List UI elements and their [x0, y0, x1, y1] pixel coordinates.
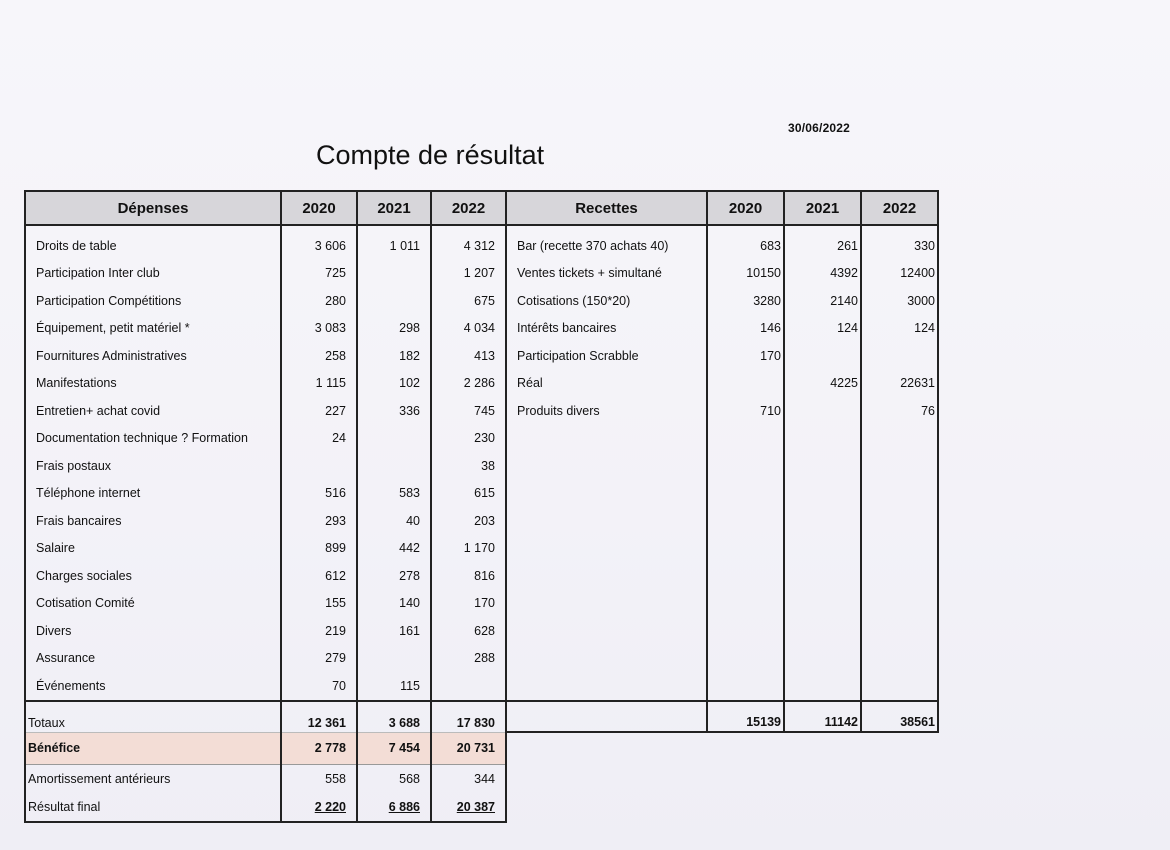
revenue-label: Produits divers [506, 397, 707, 425]
revenue-2021: 124 [784, 315, 861, 343]
expenses-header-label: Dépenses [25, 191, 281, 225]
revenue-label: Bar (recette 370 achats 40) [506, 225, 707, 260]
expense-label: Divers [25, 617, 281, 645]
amortization-2022: 344 [431, 764, 506, 793]
expense-2022: 38 [431, 452, 506, 480]
revenue-empty-cell [861, 672, 938, 701]
revenue-empty-cell [861, 507, 938, 535]
revenue-empty-cell [707, 480, 784, 508]
expense-2020 [281, 452, 357, 480]
revenue-empty-cell [506, 645, 707, 673]
expense-row [25, 342, 506, 370]
revenue-empty-row [506, 480, 938, 508]
revenue-label: Intérêts bancaires [506, 315, 707, 343]
expense-2020: 227 [281, 397, 357, 425]
revenue-2022: 22631 [861, 370, 938, 398]
expense-2022 [431, 672, 506, 701]
revenue-2020: 683 [707, 225, 784, 260]
revenue-empty-cell [861, 535, 938, 563]
expense-row [25, 287, 506, 315]
benefit-row [25, 732, 506, 764]
final-label: Résultat final [25, 793, 281, 822]
expense-2020: 3 606 [281, 225, 357, 260]
revenue-2020: 170 [707, 342, 784, 370]
benefit-2022: 20 731 [431, 732, 506, 764]
revenue-empty-cell [784, 645, 861, 673]
expense-2020: 280 [281, 287, 357, 315]
revenue-2021 [784, 397, 861, 425]
revenue-2022: 330 [861, 225, 938, 260]
expense-2020: 279 [281, 645, 357, 673]
revenue-2020: 710 [707, 397, 784, 425]
expense-2020: 70 [281, 672, 357, 701]
revenue-empty-cell [707, 507, 784, 535]
expense-label: Documentation technique ? Formation [25, 425, 281, 453]
totals-label: Totaux [25, 701, 281, 733]
expense-2020: 219 [281, 617, 357, 645]
revenue-empty-cell [506, 535, 707, 563]
revenue-empty-cell [506, 507, 707, 535]
expense-row [25, 260, 506, 288]
revenue-empty-cell [707, 672, 784, 701]
expense-2022: 4 034 [431, 315, 506, 343]
expense-2021: 583 [357, 480, 431, 508]
expense-label: Assurance [25, 645, 281, 673]
expense-2022: 413 [431, 342, 506, 370]
expense-2021 [357, 287, 431, 315]
expense-2022: 628 [431, 617, 506, 645]
expense-2020: 293 [281, 507, 357, 535]
expenses-header-row [25, 191, 506, 225]
expenses-totals-row [25, 701, 506, 733]
expense-label: Événements [25, 672, 281, 701]
expense-2022: 203 [431, 507, 506, 535]
amortization-row [25, 764, 506, 793]
expense-2020: 155 [281, 590, 357, 618]
expense-2021 [357, 645, 431, 673]
revenue-empty-cell [707, 590, 784, 618]
expense-2022: 615 [431, 480, 506, 508]
revenue-empty-cell [784, 425, 861, 453]
benefit-label: Bénéfice [25, 732, 281, 764]
page-title: Compte de résultat [316, 140, 545, 170]
expense-2021 [357, 425, 431, 453]
expense-2021: 115 [357, 672, 431, 701]
final-2020: 2 220 [314, 799, 346, 814]
expense-label: Entretien+ achat covid [25, 397, 281, 425]
revenue-row [506, 260, 938, 288]
revenues-table [505, 190, 939, 733]
revenue-empty-row [506, 535, 938, 563]
revenue-label: Cotisations (150*20) [506, 287, 707, 315]
revenue-empty-cell [707, 452, 784, 480]
expense-2022: 1 170 [431, 535, 506, 563]
expense-2020: 899 [281, 535, 357, 563]
revenue-empty-cell [861, 617, 938, 645]
revenues-header-row [506, 191, 938, 225]
expense-2022: 288 [431, 645, 506, 673]
revenue-empty-cell [784, 590, 861, 618]
expense-2020: 258 [281, 342, 357, 370]
expense-2022: 4 312 [431, 225, 506, 260]
revenue-row [506, 370, 938, 398]
revenue-2020 [707, 370, 784, 398]
expense-label: Frais postaux [25, 452, 281, 480]
expense-2020: 24 [281, 425, 357, 453]
expense-row [25, 370, 506, 398]
expenses-table [24, 190, 507, 823]
revenues-totals-blank [506, 701, 707, 732]
revenue-empty-row [506, 452, 938, 480]
revenue-2021: 261 [784, 225, 861, 260]
revenue-empty-cell [707, 425, 784, 453]
amortization-2020: 558 [281, 764, 357, 793]
revenue-empty-row [506, 507, 938, 535]
expense-2022: 816 [431, 562, 506, 590]
expense-2020: 3 083 [281, 315, 357, 343]
revenue-empty-cell [707, 617, 784, 645]
expense-2021: 102 [357, 370, 431, 398]
revenue-empty-row [506, 617, 938, 645]
expense-row [25, 590, 506, 618]
totals-2020: 12 361 [281, 701, 357, 733]
revenue-empty-row [506, 562, 938, 590]
revenue-empty-cell [784, 452, 861, 480]
expense-row [25, 617, 506, 645]
expense-2022: 230 [431, 425, 506, 453]
expense-label: Participation Compétitions [25, 287, 281, 315]
expense-2022: 2 286 [431, 370, 506, 398]
revenue-empty-cell [506, 617, 707, 645]
revenue-2022: 12400 [861, 260, 938, 288]
expense-row [25, 672, 506, 701]
revenue-empty-cell [506, 452, 707, 480]
benefit-2021: 7 454 [357, 732, 431, 764]
revenue-2020: 3280 [707, 287, 784, 315]
final-2022: 20 387 [456, 799, 495, 814]
expense-label: Équipement, petit matériel * [25, 315, 281, 343]
rev-totals-2022: 38561 [861, 701, 938, 732]
revenue-empty-cell [707, 535, 784, 563]
revenue-empty-cell [784, 562, 861, 590]
revenue-label: Réal [506, 370, 707, 398]
revenue-empty-cell [506, 480, 707, 508]
expense-row [25, 452, 506, 480]
expense-2021: 161 [357, 617, 431, 645]
expense-label: Droits de table [25, 225, 281, 260]
expense-2022: 675 [431, 287, 506, 315]
expense-row [25, 397, 506, 425]
report-date: 30/06/2022 [788, 121, 851, 135]
expense-row [25, 507, 506, 535]
revenue-empty-row [506, 672, 938, 701]
final-2021-cell [357, 793, 431, 822]
final-result-row [25, 793, 506, 822]
revenue-2020: 146 [707, 315, 784, 343]
revenue-empty-cell [506, 425, 707, 453]
revenue-empty-cell [861, 562, 938, 590]
expense-label: Charges sociales [25, 562, 281, 590]
expense-row [25, 562, 506, 590]
revenue-row [506, 397, 938, 425]
final-2020-cell [281, 793, 357, 822]
revenue-empty-cell [784, 480, 861, 508]
revenue-empty-cell [861, 590, 938, 618]
totals-2021: 3 688 [357, 701, 431, 733]
revenue-2021: 2140 [784, 287, 861, 315]
revenue-row [506, 342, 938, 370]
totals-2022: 17 830 [431, 701, 506, 733]
revenue-empty-cell [506, 672, 707, 701]
expense-2021: 298 [357, 315, 431, 343]
expenses-header-2022: 2022 [431, 191, 506, 225]
revenue-empty-row [506, 425, 938, 453]
expense-row [25, 315, 506, 343]
revenue-empty-cell [707, 562, 784, 590]
expenses-header-2020: 2020 [281, 191, 357, 225]
revenue-empty-cell [784, 507, 861, 535]
revenue-empty-cell [506, 590, 707, 618]
revenues-header-2020: 2020 [707, 191, 784, 225]
expense-2021 [357, 260, 431, 288]
revenue-empty-cell [861, 425, 938, 453]
expense-2021 [357, 452, 431, 480]
revenues-header-2022: 2022 [861, 191, 938, 225]
revenue-2022 [861, 342, 938, 370]
expense-row [25, 225, 506, 260]
revenue-empty-row [506, 645, 938, 673]
expense-2022: 745 [431, 397, 506, 425]
revenue-empty-cell [861, 452, 938, 480]
expense-label: Salaire [25, 535, 281, 563]
expense-2022: 170 [431, 590, 506, 618]
expense-label: Frais bancaires [25, 507, 281, 535]
revenue-empty-cell [861, 480, 938, 508]
expense-label: Participation Inter club [25, 260, 281, 288]
revenue-empty-cell [861, 645, 938, 673]
revenue-empty-cell [784, 535, 861, 563]
expense-2022: 1 207 [431, 260, 506, 288]
revenue-empty-cell [506, 562, 707, 590]
expense-row [25, 535, 506, 563]
revenue-2022: 124 [861, 315, 938, 343]
revenue-2020: 10150 [707, 260, 784, 288]
revenue-row [506, 225, 938, 260]
final-2021: 6 886 [388, 799, 420, 814]
revenue-2022: 3000 [861, 287, 938, 315]
rev-totals-2020: 15139 [707, 701, 784, 732]
expense-row [25, 425, 506, 453]
benefit-2020: 2 778 [281, 732, 357, 764]
revenue-empty-row [506, 590, 938, 618]
expense-2020: 516 [281, 480, 357, 508]
revenue-empty-cell [784, 617, 861, 645]
final-2022-cell [431, 793, 506, 822]
expense-2021: 336 [357, 397, 431, 425]
revenue-empty-cell [707, 645, 784, 673]
revenue-label: Ventes tickets + simultané [506, 260, 707, 288]
expense-label: Cotisation Comité [25, 590, 281, 618]
expense-2021: 140 [357, 590, 431, 618]
expense-2021: 182 [357, 342, 431, 370]
revenue-2021: 4225 [784, 370, 861, 398]
revenues-totals-row [506, 701, 938, 732]
expense-2020: 612 [281, 562, 357, 590]
expense-row [25, 645, 506, 673]
revenue-2021 [784, 342, 861, 370]
revenue-row [506, 287, 938, 315]
expense-row [25, 480, 506, 508]
revenue-empty-cell [784, 672, 861, 701]
revenue-2021: 4392 [784, 260, 861, 288]
revenues-header-2021: 2021 [784, 191, 861, 225]
amortization-2021: 568 [357, 764, 431, 793]
expense-label: Fournitures Administratives [25, 342, 281, 370]
expense-2020: 725 [281, 260, 357, 288]
expense-2021: 278 [357, 562, 431, 590]
revenue-label: Participation Scrabble [506, 342, 707, 370]
expense-label: Téléphone internet [25, 480, 281, 508]
expenses-header-2021: 2021 [357, 191, 431, 225]
expense-2021: 1 011 [357, 225, 431, 260]
expense-2021: 40 [357, 507, 431, 535]
amortization-label: Amortissement antérieurs [25, 764, 281, 793]
rev-totals-2021: 11142 [784, 701, 861, 732]
revenue-row [506, 315, 938, 343]
expense-2021: 442 [357, 535, 431, 563]
expense-2020: 1 115 [281, 370, 357, 398]
expense-label: Manifestations [25, 370, 281, 398]
revenue-2022: 76 [861, 397, 938, 425]
revenues-header-label: Recettes [506, 191, 707, 225]
